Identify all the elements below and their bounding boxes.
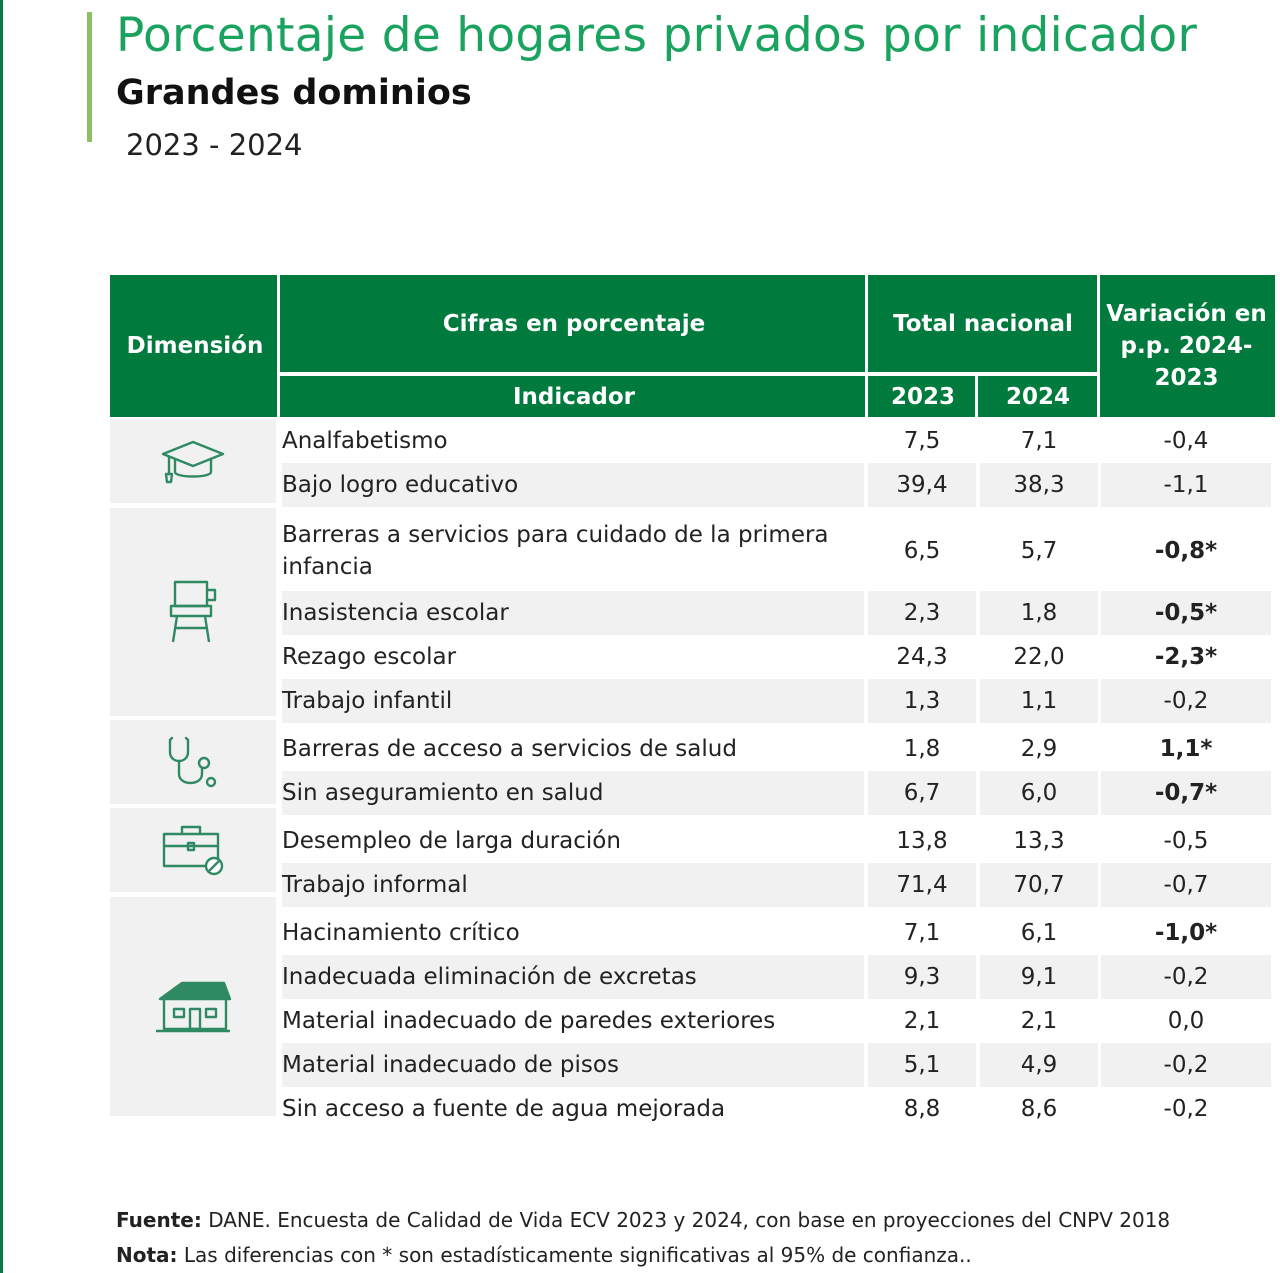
header-variacion-label: Variación en p.p. 2024-2023 bbox=[1106, 301, 1267, 391]
dimension-salud bbox=[110, 720, 276, 804]
indicator-name: Trabajo informal bbox=[282, 863, 864, 907]
value-2024: 8,6 bbox=[1020, 1096, 1058, 1122]
indicator-name: Sin aseguramiento en salud bbox=[282, 771, 864, 815]
dimension-vivienda bbox=[110, 897, 276, 1116]
indicator-name: Material inadecuado de pisos bbox=[282, 1043, 864, 1087]
header-2023-label: 2023 bbox=[890, 383, 955, 410]
header-cifras bbox=[280, 275, 868, 373]
header-edge bbox=[1275, 275, 1280, 417]
value-2024: 6,1 bbox=[1020, 920, 1058, 946]
value-2024: 70,7 bbox=[980, 863, 1098, 907]
value-2023: 9,3 bbox=[868, 955, 976, 999]
value-2024: 9,1 bbox=[980, 955, 1098, 999]
variation-value: -0,4 bbox=[1163, 428, 1209, 454]
value-2023: 24,3 bbox=[896, 644, 948, 670]
header-2024-label: 2024 bbox=[1005, 383, 1070, 410]
header-variacion bbox=[1098, 275, 1275, 417]
dimension-ninez bbox=[110, 508, 276, 716]
header-separator bbox=[975, 373, 978, 417]
footer-nota bbox=[116, 1243, 972, 1267]
variation-value: -1,0* bbox=[1154, 920, 1218, 946]
indicator-name: Inadecuada eliminación de excretas bbox=[282, 955, 864, 999]
variation-value: -0,2 bbox=[1101, 1043, 1271, 1087]
fuente-label: Fuente: bbox=[116, 1208, 202, 1232]
variation-value: -0,7 bbox=[1101, 863, 1271, 907]
variation-value: -0,5* bbox=[1101, 591, 1271, 635]
value-2023: 8,8 bbox=[903, 1096, 941, 1122]
footer-fuente bbox=[116, 1208, 1170, 1232]
indicator-table bbox=[110, 419, 1280, 1122]
value-2023: 13,8 bbox=[896, 828, 948, 854]
header-total-label: Total nacional bbox=[893, 311, 1073, 337]
variation-value: 0,0 bbox=[1167, 1008, 1205, 1034]
header-cifras-label: Cifras en porcentaje bbox=[442, 311, 706, 337]
value-2024: 13,3 bbox=[1013, 828, 1065, 854]
variation-value: -0,7* bbox=[1101, 771, 1271, 815]
variation-value: -0,2 bbox=[1163, 1096, 1209, 1122]
indicator-name: Bajo logro educativo bbox=[282, 463, 864, 507]
value-2024: 1,1 bbox=[980, 679, 1098, 723]
nota-label: Nota: bbox=[116, 1243, 178, 1267]
variation-value: -0,5 bbox=[1163, 828, 1209, 854]
header-separator bbox=[1097, 275, 1100, 417]
value-2023: 7,1 bbox=[903, 920, 941, 946]
value-2023: 39,4 bbox=[868, 463, 976, 507]
value-2023: 7,5 bbox=[903, 428, 941, 454]
nota-text: Las diferencias con * son estadísticamente significativas al 95% de confianza.. bbox=[177, 1243, 972, 1267]
value-2024: 7,1 bbox=[1020, 428, 1058, 454]
variation-value: -0,2 bbox=[1101, 955, 1271, 999]
value-2023: 2,3 bbox=[868, 591, 976, 635]
header-2023 bbox=[868, 376, 978, 417]
variation-value: -2,3* bbox=[1154, 644, 1218, 670]
header-2024 bbox=[978, 376, 1098, 417]
page-subtitle: Grandes dominios bbox=[116, 73, 472, 113]
header-dimension-label: Dimensión bbox=[126, 333, 264, 359]
header-total-nacional bbox=[868, 275, 1098, 373]
header-separator bbox=[865, 275, 868, 417]
header-indicador-label: Indicador bbox=[512, 383, 636, 410]
indicator-name: Inasistencia escolar bbox=[282, 591, 864, 635]
title-accent-bar bbox=[87, 12, 92, 142]
value-2024: 1,8 bbox=[980, 591, 1098, 635]
briefcase-icon bbox=[160, 822, 226, 878]
value-2024: 2,9 bbox=[1020, 736, 1058, 762]
variation-value: -0,8* bbox=[1154, 538, 1218, 564]
indicator-name: Analfabetismo bbox=[282, 428, 448, 454]
value-2023: 1,8 bbox=[903, 736, 941, 762]
page-title: Porcentaje de hogares privados por indicador bbox=[116, 8, 1198, 63]
value-2023: 1,3 bbox=[868, 679, 976, 723]
indicator-name: Material inadecuado de paredes exteriores bbox=[282, 1008, 776, 1034]
stethoscope-icon bbox=[164, 732, 222, 792]
value-2023: 6,7 bbox=[868, 771, 976, 815]
variation-value: -1,1 bbox=[1101, 463, 1271, 507]
value-2024: 5,7 bbox=[1020, 538, 1058, 564]
value-2024: 22,0 bbox=[1013, 644, 1065, 670]
fuente-text: DANE. Encuesta de Calidad de Vida ECV 2023 y 2024, con base en proyecciones del CNPV 2018 bbox=[201, 1208, 1171, 1232]
variation-value: 1,1* bbox=[1159, 736, 1213, 762]
value-2023: 71,4 bbox=[868, 863, 976, 907]
indicator-name: Desempleo de larga duración bbox=[282, 828, 621, 854]
header-dimension bbox=[110, 275, 280, 417]
school-desk-icon bbox=[165, 576, 221, 648]
header-separator bbox=[277, 275, 280, 417]
value-2024: 38,3 bbox=[980, 463, 1098, 507]
value-2024: 6,0 bbox=[980, 771, 1098, 815]
indicator-name: Rezago escolar bbox=[282, 644, 457, 670]
value-2023: 6,5 bbox=[903, 538, 941, 564]
indicator-name: Hacinamiento crítico bbox=[282, 920, 520, 946]
indicator-name: Barreras a servicios para cuidado de la primera infancia bbox=[282, 522, 829, 580]
value-2023: 5,1 bbox=[868, 1043, 976, 1087]
period-label: 2023 - 2024 bbox=[126, 128, 303, 162]
indicator-name: Trabajo infantil bbox=[282, 679, 864, 723]
value-2024: 4,9 bbox=[980, 1043, 1098, 1087]
dimension-educacion bbox=[110, 419, 276, 503]
header-separator bbox=[280, 372, 1098, 375]
variation-value: -0,2 bbox=[1101, 679, 1271, 723]
dimension-trabajo bbox=[110, 808, 276, 892]
value-2023: 2,1 bbox=[903, 1008, 941, 1034]
graduation-cap-icon bbox=[159, 434, 227, 488]
left-border bbox=[0, 0, 3, 1273]
value-2024: 2,1 bbox=[1020, 1008, 1058, 1034]
header-indicador bbox=[280, 376, 868, 417]
indicator-name: Barreras de acceso a servicios de salud bbox=[282, 736, 737, 762]
house-icon bbox=[154, 979, 232, 1035]
indicator-name: Sin acceso a fuente de agua mejorada bbox=[282, 1096, 726, 1122]
